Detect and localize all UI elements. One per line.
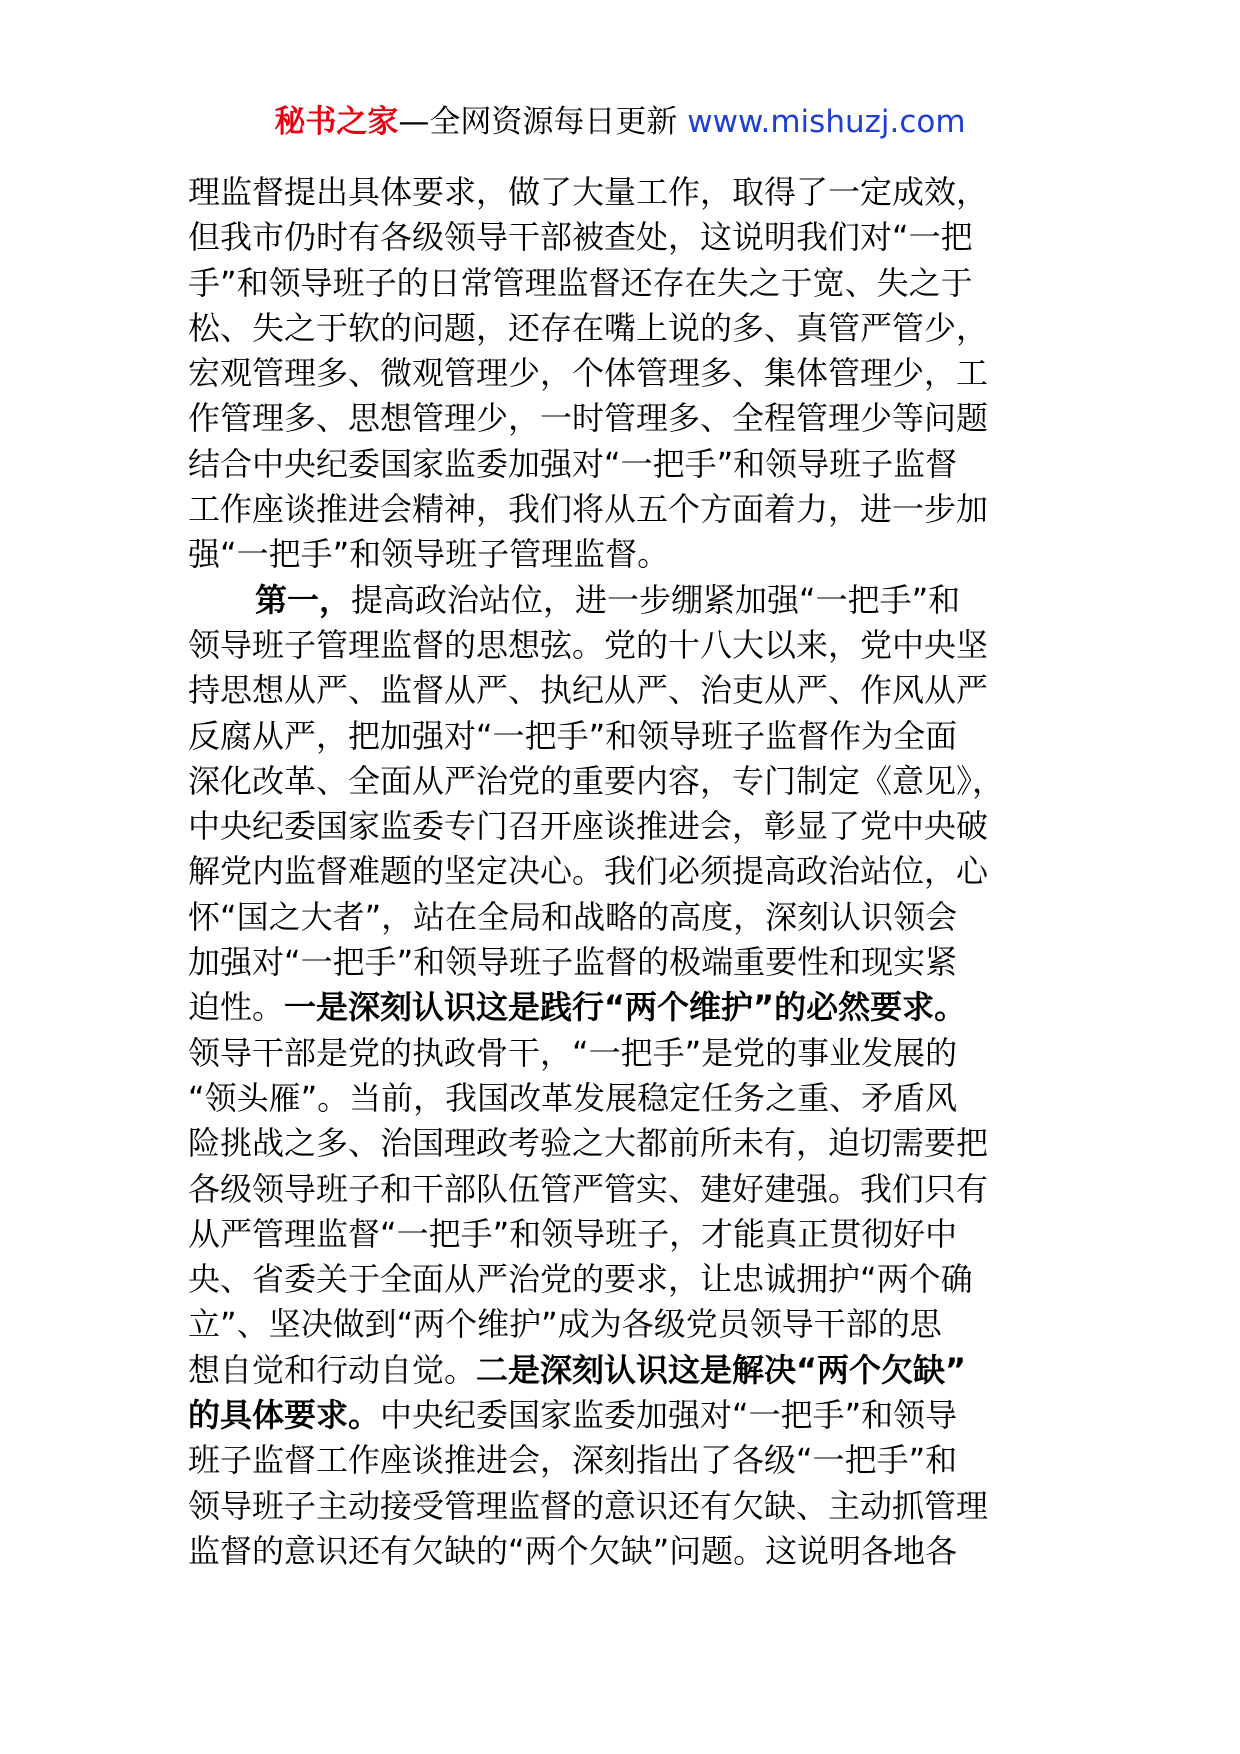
text-segment: 理监督提出具体要求，做了大量工作，取得了一定成效， — [188, 173, 989, 211]
bold-text-segment: 二是深刻认识这是解决“两个欠缺” — [476, 1350, 967, 1389]
text-segment: 各级领导班子和干部队伍管严管实、建好建强。我们只有 — [188, 1169, 989, 1208]
text-segment: 解党内监督难题的坚定决心。我们必须提高政治站位，心 — [188, 852, 989, 891]
text-line — [188, 396, 1068, 441]
text-segment: 持思想从严、监督从严、执纪从严、治吏从严、作风从严 — [188, 671, 989, 710]
text-segment: 结合中央纪委国家监委加强对“一把手”和领导班子监督 — [188, 444, 958, 483]
text-line — [188, 849, 1068, 894]
text-segment: 作管理多、思想管理少，一时管理多、全程管理少等问题 — [188, 399, 989, 438]
text-segment: 央、省委关于全面从严治党的要求，让忠诚拥护“两个确 — [188, 1260, 973, 1299]
site-url[interactable]: www.mishuzj.com — [687, 104, 966, 140]
page-header — [0, 100, 1240, 144]
text-line — [188, 1257, 1068, 1302]
text-segment: 立”、坚决做到“两个维护”成为各级党员领导干部的思 — [188, 1305, 942, 1344]
text-line — [188, 1529, 1068, 1574]
text-line — [188, 668, 1068, 713]
text-segment: 工作座谈推进会精神，我们将从五个方面着力，进一步加 — [188, 490, 989, 529]
text-segment: 想自觉和行动自觉。 — [188, 1350, 477, 1389]
text-segment: 领导班子管理监督的思想弦。党的十八大以来，党中央坚 — [188, 625, 989, 664]
text-line — [188, 261, 1068, 306]
text-segment: 监督的意识还有欠缺的“两个欠缺”问题。这说明各地各 — [188, 1531, 958, 1570]
text-segment: 从严管理监督“一把手”和领导班子，才能真正贯彻好中 — [188, 1214, 958, 1253]
text-segment: 险挑战之多、治国理政考验之大都前所未有，迫切需要把 — [188, 1124, 989, 1163]
text-line — [188, 759, 1068, 804]
text-segment: 反腐从严，把加强对“一把手”和领导班子监督作为全面 — [188, 716, 958, 755]
text-line — [188, 1438, 1068, 1483]
bold-text-segment: 的具体要求。 — [188, 1396, 381, 1435]
text-line — [188, 1348, 1068, 1393]
text-segment: 提高政治站位，进一步绷紧加强“一把手”和 — [351, 580, 961, 619]
text-segment: 怀“国之大者”，站在全局和战略的高度，深刻认识领会 — [188, 897, 958, 936]
text-line — [188, 804, 1068, 849]
text-segment: “领头雁”。当前，我国改革发展稳定任务之重、矛盾风 — [188, 1078, 958, 1117]
text-segment: 迫性。 — [188, 988, 285, 1027]
text-line — [188, 1031, 1068, 1076]
text-segment: 宏观管理多、微观管理少，个体管理多、集体管理少，工 — [188, 354, 989, 393]
bold-text-segment: 一是深刻认识这是践行“两个维护”的必然要求。 — [284, 988, 967, 1027]
text-segment: 加强对“一把手”和领导班子监督的极端重要性和现实紧 — [188, 943, 958, 982]
text-line — [188, 578, 1068, 623]
text-segment: 深化改革、全面从严治党的重要内容，专门制定《意见》， — [188, 761, 1005, 800]
text-line — [188, 306, 1068, 351]
text-line — [188, 895, 1068, 940]
text-line — [188, 532, 1068, 577]
site-tagline: —全网资源每日更新 — [398, 104, 688, 140]
text-segment: 领导班子主动接受管理监督的意识还有欠缺、主动抓管理 — [188, 1486, 989, 1525]
text-line — [188, 1393, 1068, 1438]
text-segment: 班子监督工作座谈推进会，深刻指出了各级“一把手”和 — [188, 1441, 958, 1480]
text-line — [188, 215, 1068, 260]
text-segment: 手”和领导班子的日常管理监督还存在失之于宽、失之于 — [188, 263, 973, 302]
text-line — [188, 985, 1068, 1030]
text-line — [188, 1167, 1068, 1212]
text-line — [188, 1212, 1068, 1257]
text-line — [188, 1121, 1068, 1166]
text-line — [188, 487, 1068, 532]
text-line — [188, 442, 1068, 487]
bold-text-segment: 第一， — [255, 580, 352, 619]
text-segment: 强“一把手”和领导班子管理监督。 — [188, 535, 670, 574]
text-line — [188, 940, 1068, 985]
text-line — [188, 714, 1068, 759]
text-segment: 中央纪委国家监委加强对“一把手”和领导 — [380, 1396, 958, 1435]
text-segment: 但我市仍时有各级领导干部被查处，这说明我们对“一把 — [188, 218, 973, 257]
document-body — [188, 170, 1068, 1574]
text-line — [188, 623, 1068, 668]
text-line — [188, 170, 1068, 215]
site-brand: 秘书之家 — [274, 104, 399, 140]
text-line — [188, 351, 1068, 396]
text-segment: 松、失之于软的问题，还存在嘴上说的多、真管严管少， — [188, 308, 989, 347]
text-segment: 中央纪委国家监委专门召开座谈推进会，彰显了党中央破 — [188, 807, 989, 846]
text-line — [188, 1076, 1068, 1121]
text-segment: 领导干部是党的执政骨干，“一把手”是党的事业发展的 — [188, 1033, 958, 1072]
text-line — [188, 1484, 1068, 1529]
text-line — [188, 1302, 1068, 1347]
